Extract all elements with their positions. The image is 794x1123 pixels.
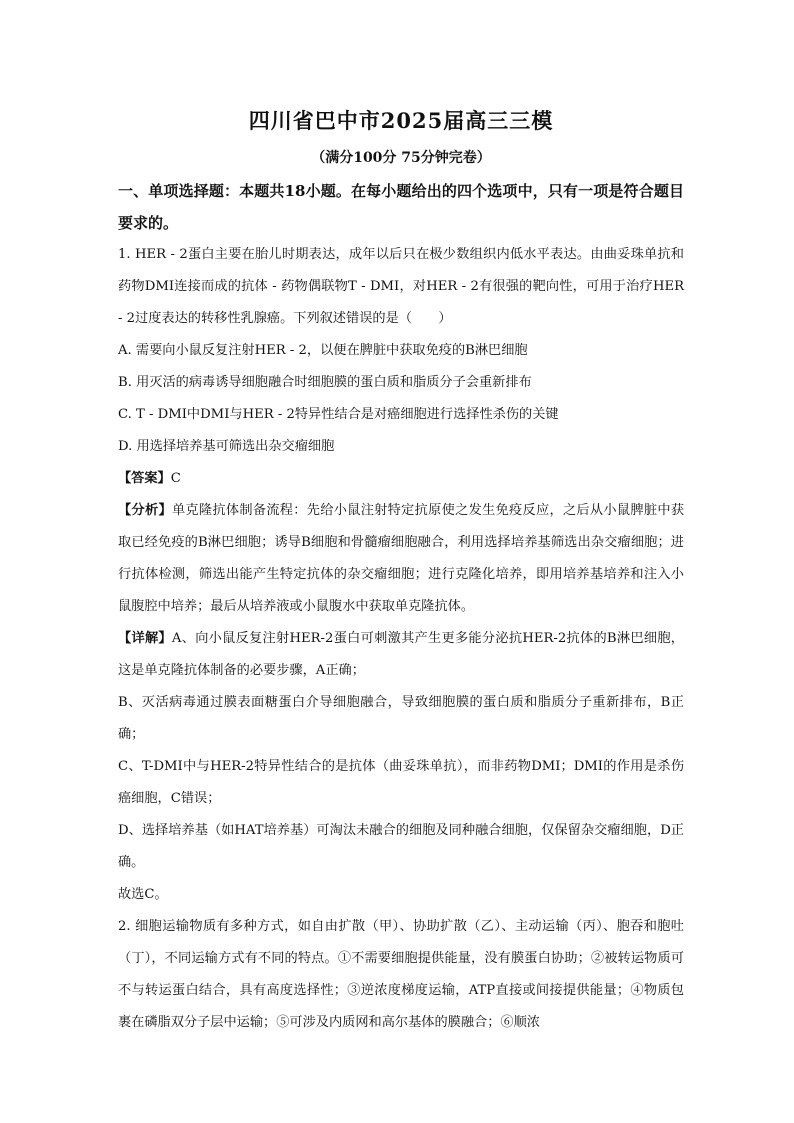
question-1-option-b: B. 用灭活的病毒诱导细胞融合时细胞膜的蛋白质和脂质分子会重新排布	[118, 375, 532, 390]
question-1-detail-d: D、选择培养基（如HAT培养基）可淘汰未融合的细胞及同种融合细胞，仅保留杂交瘤细胞，D正确。	[118, 823, 684, 870]
detail-a-text: A、向小鼠反复注射HER-2蛋白可刺激其产生更多能分泌抗HER-2抗体的B淋巴细胞，这是单克隆抗体制备的必要步骤，A正确；	[118, 631, 684, 678]
detail-label: 【详解】	[118, 631, 172, 646]
section-heading: 一、单项选择题：本题共18小题。在每小题给出的四个选项中，只有一项是符合题目要求的。	[118, 182, 684, 232]
question-1-conclusion: 故选C。	[118, 887, 168, 902]
question-1-option-d: D. 用选择培养基可筛选出杂交瘤细胞	[118, 439, 335, 454]
answer-value: C	[170, 471, 181, 486]
analysis-label: 【分析】	[118, 503, 172, 518]
analysis-text: 单克隆抗体制备流程：先给小鼠注射特定抗原使之发生免疫反应，之后从小鼠脾脏中获取已经免疫的B淋巴细胞；诱导B细胞和骨髓瘤细胞融合，利用选择培养基筛选出杂交瘤细胞；进行抗体检测，筛选出能产生特定抗体的杂交瘤细胞；进行克隆化培养，即用培养基培养和注入小鼠腹腔中培养；最后从培养液或小鼠腹水中获取单克隆抗体。	[118, 503, 685, 614]
question-1-option-c: C. T - DMI中DMI与HER - 2特异性结合是对癌细胞进行选择性杀伤的关键	[118, 407, 559, 422]
question-1-detail-a	[118, 623, 684, 687]
question-1-answer	[118, 463, 684, 495]
question-1-option-a: A. 需要向小鼠反复注射HER - 2，以便在脾脏中获取免疫的B淋巴细胞	[118, 343, 528, 358]
answer-label: 【答案】	[118, 471, 171, 486]
question-1-stem: 1. HER - 2蛋白主要在胎儿时期表达，成年以后只在极少数组织内低水平表达。由曲妥珠单抗和药物DMI连接而成的抗体 - 药物偶联物T - DMI，对HER - 2有很强的靶向性，可用于治疗HER - 2过度表达的转移性乳腺癌。下列叙述错误的是（ ）	[118, 247, 684, 326]
question-1-detail-c: C、T-DMI中与HER-2特异性结合的是抗体（曲妥珠单抗），而非药物DMI；DMI的作用是杀伤癌细胞，C错误；	[118, 759, 684, 806]
question-1-analysis	[118, 495, 684, 623]
question-1-detail-b: B、灭活病毒通过膜表面糖蛋白介导细胞融合，导致细胞膜的蛋白质和脂质分子重新排布，B正确；	[118, 695, 684, 742]
exam-subtitle: （满分100分 75分钟完卷）	[311, 150, 491, 166]
question-2-stem: 2. 细胞运输物质有多种方式，如自由扩散（甲）、协助扩散（乙）、主动运输（丙）、胞吞和胞吐（丁），不同运输方式有不同的特点。①不需要细胞提供能量，没有膜蛋白协助；②被转运物质可不与转运蛋白结合，具有高度选择性；③逆浓度梯度运输，ATP直接或间接提供能量；④物质包裹在磷脂双分子层中运输；⑤可涉及内质网和高尔基体的膜融合；⑥顺浓	[118, 919, 684, 1030]
exam-title: 四川省巴中市2025届高三三模	[248, 108, 554, 133]
